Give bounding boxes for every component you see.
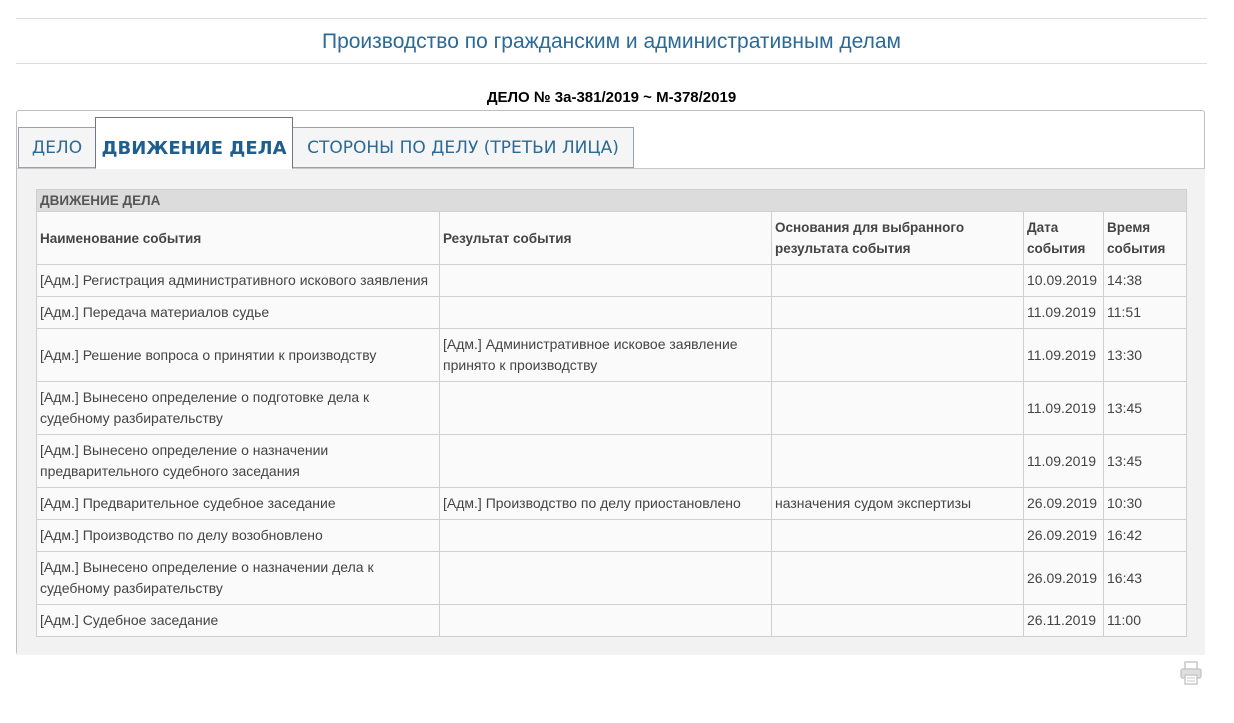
header-divider-bottom — [16, 63, 1207, 64]
event-date: 26.11.2019 — [1024, 605, 1104, 637]
tab-case[interactable]: ДЕЛО — [18, 127, 96, 168]
event-time: 13:45 — [1104, 382, 1187, 435]
table-row — [37, 265, 1187, 297]
event-basis — [772, 297, 1024, 329]
column-header-result: Результат события — [440, 212, 772, 265]
event-result — [440, 382, 772, 435]
page-title: Производство по гражданским и административным делам — [321, 30, 901, 53]
event-name: [Адм.] Предварительное судебное заседание — [37, 488, 440, 520]
header-divider-top — [16, 18, 1207, 19]
table-row — [37, 329, 1187, 382]
event-name: [Адм.] Решение вопроса о принятии к производству — [37, 329, 440, 382]
event-date: 26.09.2019 — [1024, 520, 1104, 552]
event-basis — [772, 435, 1024, 488]
event-name: [Адм.] Вынесено определение о назначении предварительного судебного заседания — [37, 435, 440, 488]
tab-case-parties[interactable]: СТОРОНЫ ПО ДЕЛУ (ТРЕТЬИ ЛИЦА) — [292, 127, 634, 168]
event-result — [440, 265, 772, 297]
table-row — [37, 552, 1187, 605]
event-result — [440, 435, 772, 488]
event-time: 14:38 — [1104, 265, 1187, 297]
event-name: [Адм.] Судебное заседание — [37, 605, 440, 637]
event-name: [Адм.] Передача материалов судье — [37, 297, 440, 329]
table-row — [37, 435, 1187, 488]
event-time: 16:42 — [1104, 520, 1187, 552]
event-basis — [772, 520, 1024, 552]
table-caption-row — [37, 190, 1187, 212]
event-name: [Адм.] Регистрация административного искового заявления — [37, 265, 440, 297]
event-date: 11.09.2019 — [1024, 435, 1104, 488]
event-date: 26.09.2019 — [1024, 488, 1104, 520]
print-icon[interactable] — [1180, 661, 1202, 685]
event-name: [Адм.] Вынесено определение о подготовке дела к судебному разбирательству — [37, 382, 440, 435]
case-events-table — [36, 189, 1187, 637]
event-basis — [772, 552, 1024, 605]
event-result — [440, 520, 772, 552]
event-date: 10.09.2019 — [1024, 265, 1104, 297]
event-name: [Адм.] Вынесено определение о назначении дела к судебному разбирательству — [37, 552, 440, 605]
table-caption: ДВИЖЕНИЕ ДЕЛА — [37, 190, 1187, 212]
event-result: [Адм.] Производство по делу приостановлено — [440, 488, 772, 520]
column-header-time: Время события — [1104, 212, 1187, 265]
table-row — [37, 488, 1187, 520]
column-header-event: Наименование события — [37, 212, 440, 265]
event-time: 10:30 — [1104, 488, 1187, 520]
event-result — [440, 297, 772, 329]
event-basis — [772, 265, 1024, 297]
event-time: 11:51 — [1104, 297, 1187, 329]
table-row — [37, 605, 1187, 637]
event-basis — [772, 605, 1024, 637]
event-result: [Адм.] Административное исковое заявление принято к производству — [440, 329, 772, 382]
column-header-date: Дата события — [1024, 212, 1104, 265]
event-time: 13:45 — [1104, 435, 1187, 488]
event-date: 11.09.2019 — [1024, 297, 1104, 329]
event-date: 11.09.2019 — [1024, 329, 1104, 382]
event-time: 16:43 — [1104, 552, 1187, 605]
event-name: [Адм.] Производство по делу возобновлено — [37, 520, 440, 552]
event-basis — [772, 329, 1024, 382]
column-header-basis: Основания для выбранного результата события — [772, 212, 1024, 265]
table-row — [37, 520, 1187, 552]
table-row — [37, 297, 1187, 329]
event-date: 11.09.2019 — [1024, 382, 1104, 435]
event-time: 13:30 — [1104, 329, 1187, 382]
tab-case-movement[interactable]: ДВИЖЕНИЕ ДЕЛА — [95, 117, 293, 169]
event-time: 11:00 — [1104, 605, 1187, 637]
event-date: 26.09.2019 — [1024, 552, 1104, 605]
case-number-heading: ДЕЛО № 3а-381/2019 ~ М-378/2019 — [486, 89, 737, 106]
event-result — [440, 605, 772, 637]
event-basis: назначения судом экспертизы — [772, 488, 1024, 520]
event-result — [440, 552, 772, 605]
table-header-row — [37, 212, 1187, 265]
event-basis — [772, 382, 1024, 435]
table-row — [37, 382, 1187, 435]
